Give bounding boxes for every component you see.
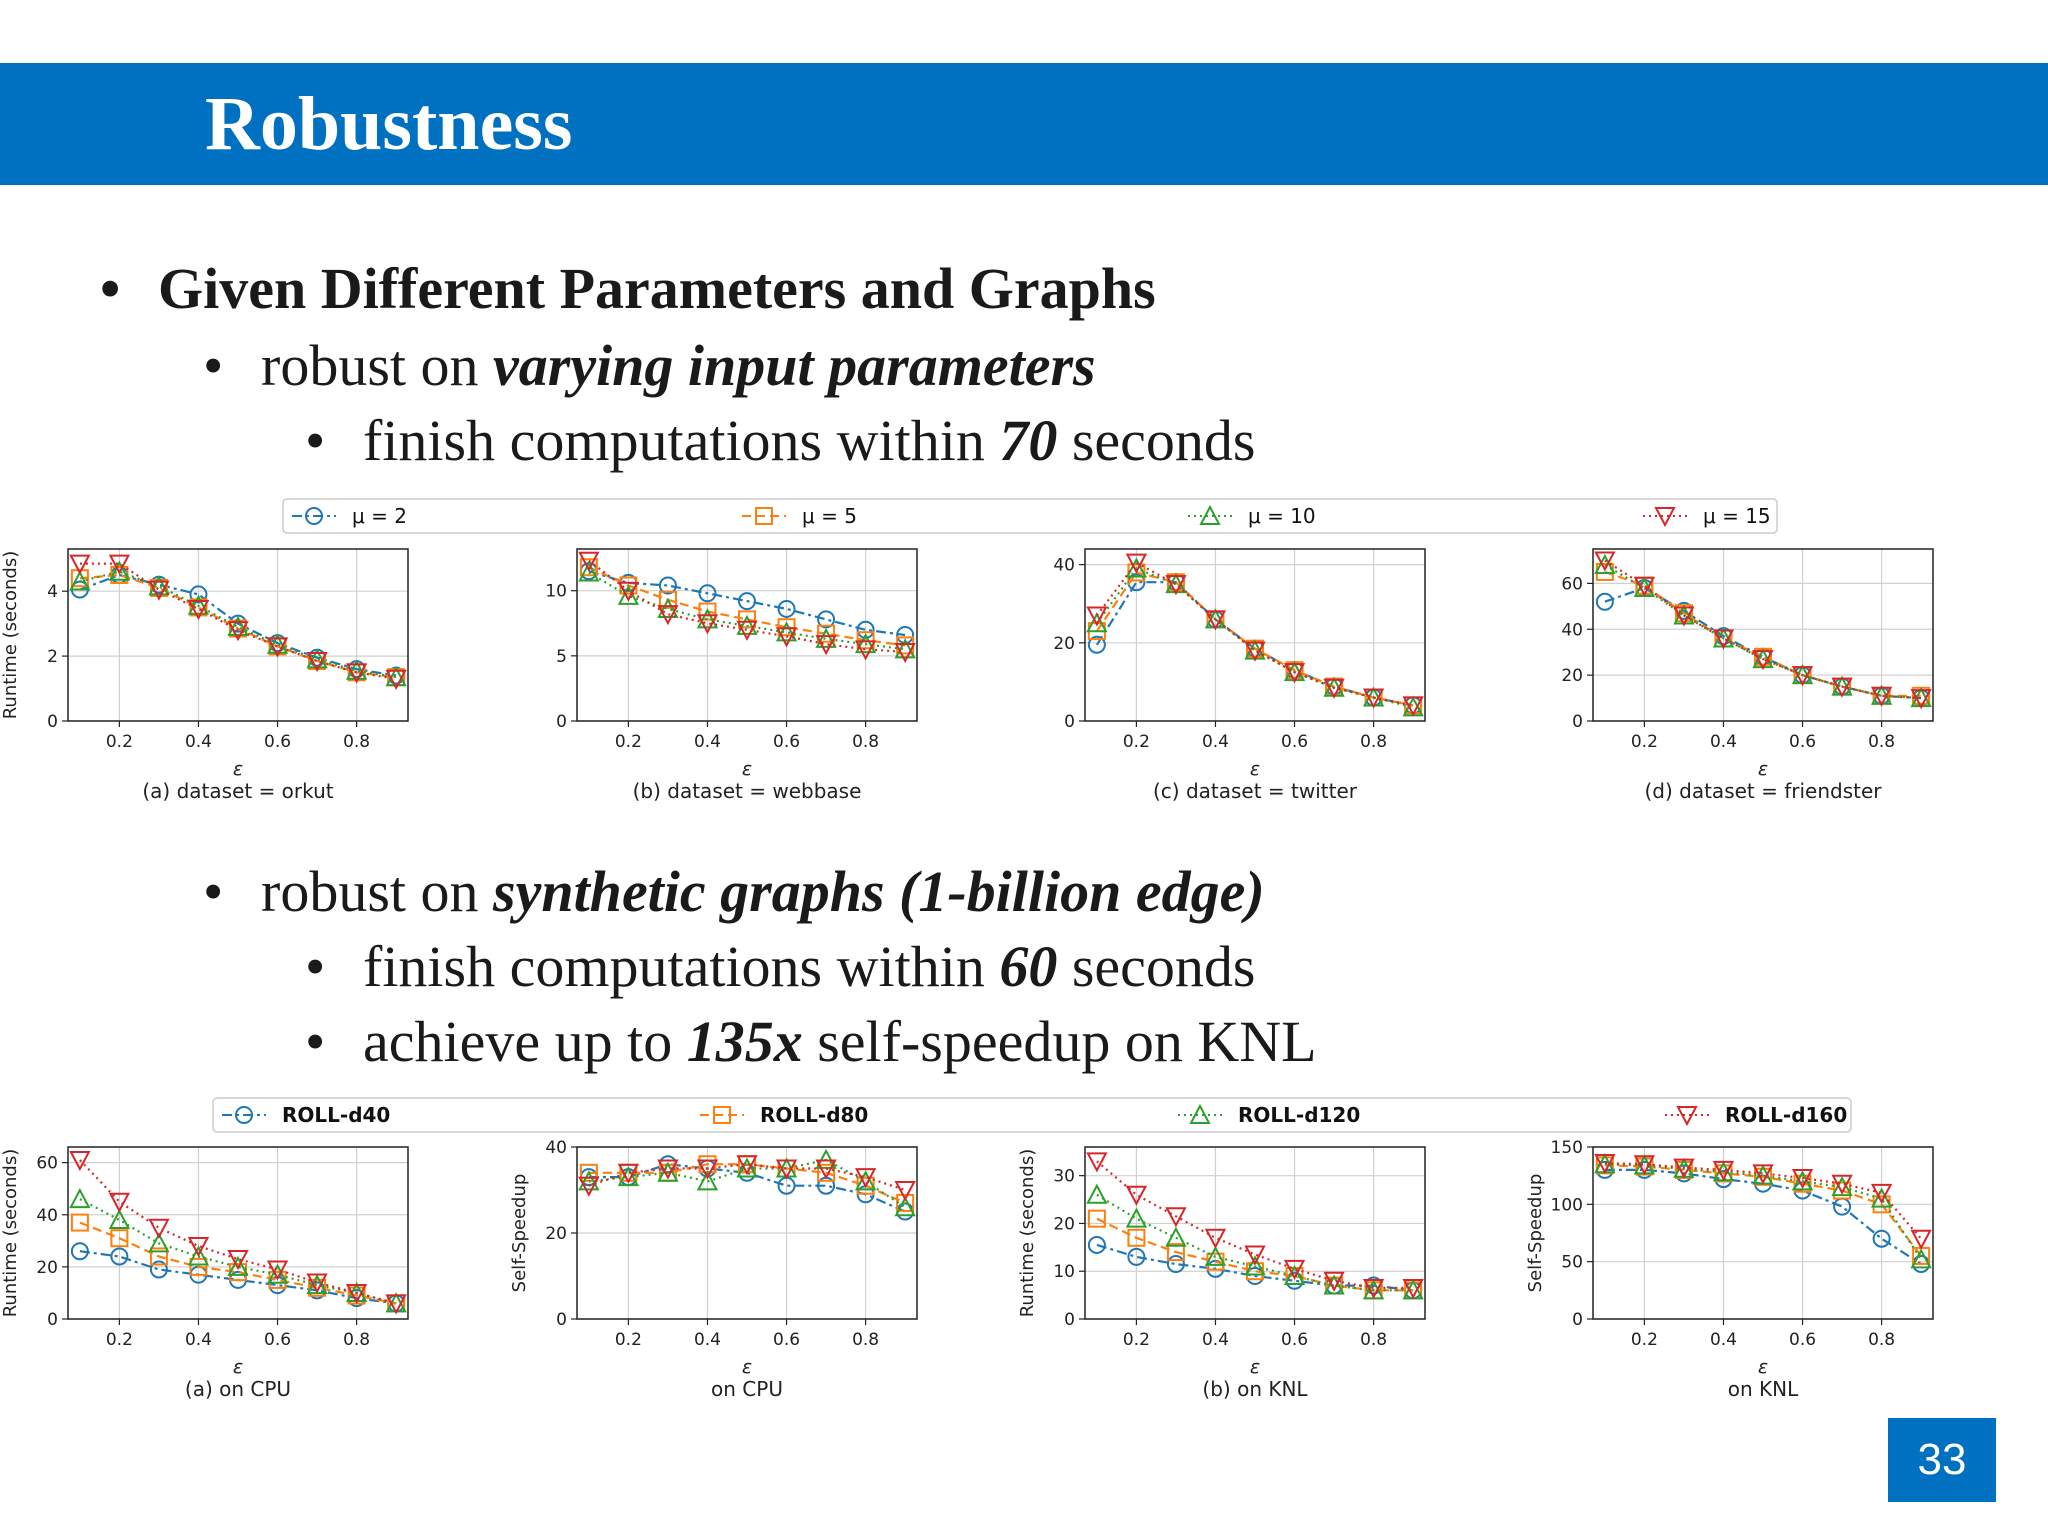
axis-label-x: ε [1757,758,1769,780]
tick-label-x: 0.8 [852,732,880,752]
figure-parameters [0,495,2048,815]
tick-label-y: 4 [47,582,58,603]
tick-label-x: 0.4 [1709,732,1737,752]
tick-label-y: 20 [545,1224,567,1244]
bullet-finish-60: • finish computations within 60 seconds [305,934,1256,999]
axis-label-y: Runtime (seconds) [0,1148,21,1318]
axis-label-x: ε [232,758,244,780]
panel-caption: (c) dataset = twitter [1152,779,1358,803]
tick-label-x: 0.8 [852,1330,880,1350]
tick-label-x: 0.2 [1122,1330,1150,1350]
axis-label-x: ε [741,1356,753,1378]
tick-label-y: 40 [1053,555,1075,576]
tick-label-y: 10 [545,581,567,602]
legend-label: μ = 2 [352,504,407,528]
tick-label-x: 0.8 [343,1330,371,1350]
tick-label-x: 0.6 [773,732,801,752]
bullet-text: achieve up to [363,1009,687,1074]
figure-parameters-svg [0,495,2048,815]
legend-label: μ = 15 [1703,504,1771,528]
tick-label-x: 0.6 [773,1330,801,1350]
bullet-speedup-135x: • achieve up to 135x self-speedup on KNL [305,1009,1317,1074]
axis-label-x: ε [1249,1356,1261,1378]
axis-label-x: ε [232,1356,244,1378]
tick-label-y: 2 [47,647,58,668]
tick-label-y: 0 [1572,712,1583,732]
tick-label-x: 0.8 [1868,1330,1896,1350]
tick-label-x: 0.4 [693,732,721,752]
tick-label-y: 20 [1053,1214,1075,1235]
axis-label-x: ε [1757,1356,1769,1378]
bullet-text: seconds [1057,934,1256,999]
tick-label-x: 0.2 [105,1330,133,1350]
tick-label-x: 0.6 [264,732,292,752]
bullet-text: self-speedup on KNL [802,1009,1317,1074]
panel-caption: on KNL [1727,1377,1799,1401]
bullet-emphasis: 60 [999,934,1058,999]
bullet-emphasis: 135x [686,1009,803,1074]
bullet-text: robust on [261,859,493,924]
bullet-emphasis: synthetic graphs (1-billion edge) [493,859,1265,924]
panel-caption: (b) on KNL [1202,1377,1308,1401]
tick-label-x: 0.8 [343,732,371,752]
legend-label: ROLL-d40 [282,1103,391,1127]
tick-label-x: 0.4 [1709,1330,1737,1350]
panel-caption: (b) dataset = webbase [632,779,862,803]
chart-panel [1053,549,1425,803]
bullet-finish-70: • finish computations within 70 seconds [305,408,1256,473]
tick-label-x: 0.8 [1360,732,1388,752]
legend-frame [213,1098,1851,1132]
bullet-emphasis: 70 [999,408,1058,473]
tick-label-x: 0.4 [184,732,212,752]
axis-label-x: ε [1249,758,1261,780]
chart-panel [0,549,408,803]
tick-label-x: 0.2 [614,1330,642,1350]
tick-label-y: 60 [36,1153,58,1174]
chart-panel [509,1138,917,1401]
page-number: 33 [1888,1418,1996,1502]
tick-label-y: 40 [36,1205,58,1226]
figure-synthetic [0,1093,2048,1413]
tick-label-x: 0.2 [1122,732,1150,752]
axis-label-y: Self-Speedup [509,1173,530,1293]
bullet-synthetic-graphs: • robust on synthetic graphs (1-billion edge) [203,859,1265,924]
bullet-text: seconds [1057,408,1256,473]
legend-label: μ = 5 [802,504,857,528]
tick-label-x: 0.2 [1630,732,1658,752]
tick-label-y: 0 [1572,1310,1583,1330]
tick-label-y: 0 [47,712,58,732]
tick-label-x: 0.4 [1201,732,1229,752]
bullet-given-parameters: • Given Different Parameters and Graphs [100,256,1156,321]
tick-label-x: 0.4 [693,1330,721,1350]
tick-label-x: 0.4 [184,1330,212,1350]
tick-label-y: 40 [545,1138,567,1158]
tick-label-x: 0.8 [1868,732,1896,752]
tick-label-y: 0 [1064,712,1075,732]
tick-label-x: 0.6 [264,1330,292,1350]
bullet-text: finish computations within [363,934,1000,999]
tick-label-x: 0.2 [105,732,133,752]
tick-label-x: 0.4 [1201,1330,1229,1350]
tick-label-x: 0.6 [1789,1330,1817,1350]
bullet-text: robust on [261,333,493,398]
tick-label-y: 30 [1053,1166,1075,1187]
tick-label-x: 0.2 [614,732,642,752]
chart-panel [0,1147,408,1401]
tick-label-y: 20 [1053,633,1075,654]
axis-label-y: Runtime (seconds) [1017,1148,1038,1318]
bullet-emphasis: varying input parameters [493,333,1096,398]
tick-label-x: 0.6 [1789,732,1817,752]
tick-label-x: 0.2 [1630,1330,1658,1350]
tick-label-x: 0.8 [1360,1330,1388,1350]
tick-label-y: 20 [1561,666,1583,687]
legend [283,499,1777,533]
slide-title: Robustness [205,82,573,166]
panel-caption: (d) dataset = friendster [1644,779,1882,803]
chart-panel [1561,549,1933,803]
legend-label: ROLL-d120 [1238,1103,1361,1127]
legend [213,1098,1851,1132]
panel-caption: on CPU [711,1377,783,1401]
tick-label-y: 5 [556,646,567,667]
bullet-text: finish computations within [363,408,1000,473]
tick-label-x: 0.6 [1281,732,1309,752]
axis-label-x: ε [741,758,753,780]
panel-caption: (a) dataset = orkut [142,779,334,803]
legend-label: ROLL-d80 [760,1103,869,1127]
chart-panel [1525,1138,1933,1401]
tick-label-y: 0 [47,1310,58,1330]
bullet-varying-params: • robust on varying input parameters [203,333,1096,398]
tick-label-y: 0 [556,712,567,732]
tick-label-x: 0.6 [1281,1330,1309,1350]
tick-label-y: 10 [1053,1262,1075,1283]
tick-label-y: 0 [556,1310,567,1330]
tick-label-y: 50 [1561,1252,1583,1273]
chart-panel [545,549,917,803]
legend-frame [283,499,1777,533]
tick-label-y: 60 [1561,574,1583,595]
tick-label-y: 40 [1561,620,1583,641]
axis-label-y: Runtime (seconds) [0,550,21,720]
tick-label-y: 20 [36,1257,58,1278]
legend-label: μ = 10 [1248,504,1316,528]
figure-synthetic-svg [0,1093,2048,1413]
legend-label: ROLL-d160 [1725,1103,1848,1127]
panel-caption: (a) on CPU [184,1377,292,1401]
chart-panel [1017,1147,1425,1401]
bullet-text: Given Different Parameters and Graphs [158,256,1156,321]
tick-label-y: 0 [1064,1310,1075,1330]
tick-label-y: 100 [1550,1195,1583,1216]
tick-label-y: 150 [1550,1138,1583,1158]
title-banner [0,63,2048,185]
axis-label-y: Self-Speedup [1525,1173,1546,1293]
